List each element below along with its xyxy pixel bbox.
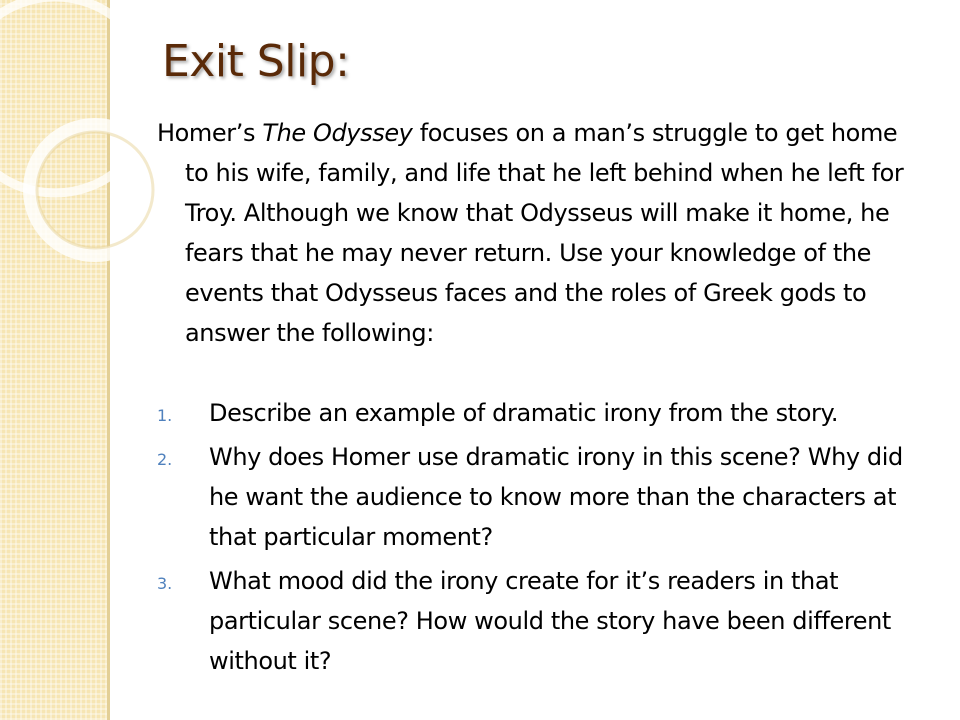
- question-number: 1.: [157, 406, 173, 425]
- question-text: Why does Homer use dramatic irony in this scene? Why did he want the audience to know more than the characters at that particular moment?: [209, 443, 903, 551]
- slide-content: [157, 113, 927, 685]
- question-number: 2.: [157, 450, 173, 469]
- intro-paragraph: [157, 113, 927, 353]
- book-title: The Odyssey: [262, 119, 413, 147]
- question-text: Describe an example of dramatic irony from the story.: [209, 399, 839, 427]
- intro-text-start: Homer’s: [157, 119, 263, 147]
- decorative-side-band: [0, 0, 107, 720]
- side-band-edge: [107, 0, 110, 720]
- question-number: 3.: [157, 574, 173, 593]
- question-item: [157, 561, 927, 681]
- question-text: What mood did the irony create for it’s readers in that particular scene? How would the story have been different without it?: [209, 567, 891, 675]
- intro-text-rest: focuses on a man’s struggle to get home to his wife, family, and life that he left behind when he left for Troy. Although we know that Odysseus will make it home, he fears that he may never return. Use your knowledge of the events that Odysseus faces and the roles of Greek gods to answer the following:: [185, 119, 904, 347]
- question-item: [157, 437, 927, 557]
- question-list: [157, 393, 927, 681]
- question-item: [157, 393, 927, 433]
- slide-title: Exit Slip:: [162, 36, 350, 87]
